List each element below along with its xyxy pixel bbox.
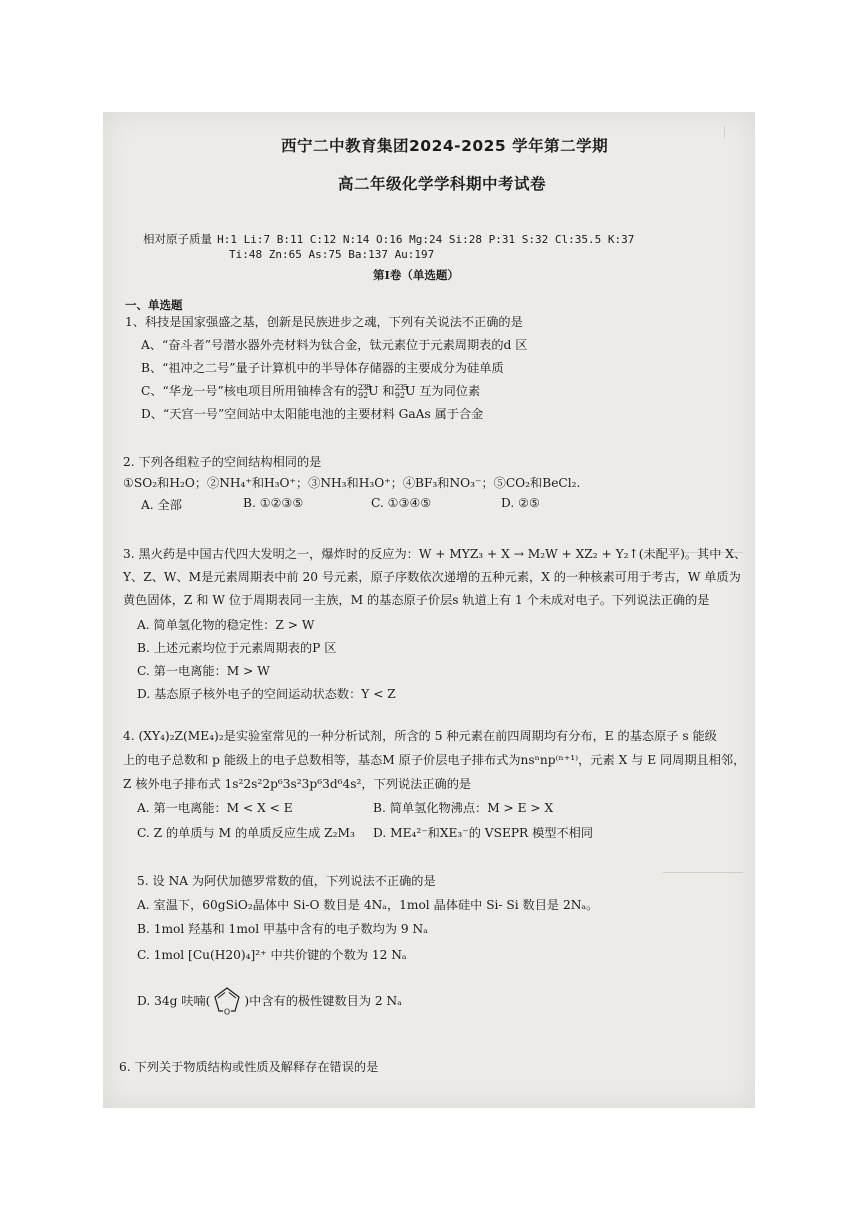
- q4-option-c: C. Z 的单质与 M 的单质反应生成 Z₂M₃: [137, 826, 355, 840]
- q2-option-b: B. ①②③⑤: [243, 496, 304, 510]
- q4-line-3: Z 核外电子排布式 1s²2s²2p⁶3s²3p⁶3d⁶4s²，下列说法正确的是: [123, 777, 472, 791]
- q2-option-d: D. ②⑤: [501, 496, 540, 510]
- q3-line-1: 3. 黑火药是中国古代四大发明之一，爆炸时的反应为：W + MYZ₃ + X → M₂W + XZ₂ + Y₂↑(未配平)。其中 X、: [123, 547, 747, 561]
- atomic-mass-label: 相对原子质量: [143, 232, 212, 246]
- q5-option-d-text-1: D. 34g 呋喃(: [137, 994, 211, 1008]
- q3-option-c: C. 第一电离能：M > W: [137, 664, 270, 678]
- q5-option-a: A. 室温下，60gSiO₂晶体中 Si-O 数目是 4Nₐ，1mol 晶体硅中 Si- Si 数目是 2Nₐ。: [137, 898, 599, 912]
- exam-paper: [103, 112, 755, 1108]
- atomic-mass-values: H:1 Li:7 B:11 C:12 N:14 O:16 Mg:24 Si:28 P:31 S:32 Cl:35.5 K:37: [217, 233, 635, 246]
- q1-option-c-text-1: C、“华龙一号”核电项目所用铀棒含有的: [141, 384, 358, 398]
- q4-line-2-text-a: 上的电子总数和 p 能级上的电子总数相等，基态M 原子价层电子排布式为: [123, 753, 521, 767]
- q4-line-1: [123, 727, 717, 744]
- q4-line-2-text-b: ，元素 X 与 E 同周期且相邻，: [578, 753, 746, 767]
- q3-line-3: 黄色固体，Z 和 W 位于周期表同一主族，M 的基态原子价层s 轨道上有 1 个未成对电子。下列说法正确的是: [123, 593, 710, 607]
- q2-items: ①SO₂和H₂O；②NH₄⁺和H₃O⁺；③NH₃和H₃O⁺；④BF₃和NO₃⁻；⑤CO₂和BeCl₂.: [123, 476, 581, 490]
- furan-ring-icon: [210, 984, 244, 1019]
- q1-stem: 1、科技是国家强盛之基，创新是民族进步之魂，下列有关说法不正确的是: [125, 315, 523, 329]
- bleed-through-line: [663, 872, 743, 873]
- svg-text:O: O: [224, 1007, 231, 1016]
- q5-option-d-text-2: )中含有的极性键数目为 2 Nₐ: [244, 994, 402, 1008]
- exam-title: 西宁二中教育集团2024-2025 学年第二学期: [281, 137, 609, 155]
- q1-option-a: A、“奋斗者”号潜水器外壳材料为钛合金，钛元素位于元素周期表的d 区: [141, 338, 528, 352]
- volume-title: 第Ⅰ卷（单选题）: [373, 268, 459, 282]
- q4-config: nsⁿnp⁽ⁿ⁺¹⁾: [520, 753, 579, 767]
- q1-option-c: C、“华龙一号”核电项目所用铀棒含有的$^{238}_{92}$U 和$^{235}_{92}$U 互为同位素: [141, 382, 481, 401]
- q4-number: 4.: [123, 729, 135, 743]
- section-heading: 一、单选题: [125, 298, 183, 312]
- q2-option-a: A. 全部: [141, 498, 182, 512]
- q5-stem: 5. 设 NA 为阿伏加德罗常数的值，下列说法不正确的是: [137, 874, 436, 888]
- q1-option-c-text-2: U 和: [368, 384, 395, 398]
- q3-option-d: D. 基态原子核外电子的空间运动状态数：Y < Z: [137, 687, 396, 701]
- q4-formula: (XY₄)₂Z(ME₄)₂: [138, 729, 224, 743]
- q3-line-2: Y、Z、W、M是元素周期表中前 20 号元素，原子序数依次递增的五种元素，X 的一种核素可用于考古，W 单质为: [123, 570, 741, 584]
- q3-option-b: B. 上述元素均位于元素周期表的P 区: [137, 641, 337, 655]
- q2-option-c: C. ①③④⑤: [371, 496, 432, 510]
- atomic-mass-line-1: [143, 228, 634, 247]
- q5-option-c: C. 1mol [Cu(H20)₄]²⁺ 中共价键的个数为 12 Nₐ: [137, 948, 407, 962]
- q6-stem: 6. 下列关于物质结构或性质及解释存在错误的是: [119, 1060, 379, 1074]
- atomic-mass-line-2: Ti:48 Zn:65 As:75 Ba:137 Au:197: [229, 248, 435, 261]
- bleed-through-text: │: [721, 126, 728, 139]
- q4-option-b: B. 简单氢化物沸点：M > E > X: [373, 801, 554, 815]
- exam-subtitle: 高二年级化学学科期中考试卷: [338, 175, 547, 193]
- q1-option-c-text-3: U 互为同位素: [405, 384, 481, 398]
- q5-option-d: [137, 984, 402, 1019]
- q3-option-a: A. 简单氢化物的稳定性：Z > W: [137, 618, 315, 632]
- q2-stem: 2. 下列各组粒子的空间结构相同的是: [123, 455, 322, 469]
- q4-option-d: D. ME₄²⁻和XE₃⁻的 VSEPR 模型不相同: [373, 826, 594, 840]
- q4-option-a: A. 第一电离能：M < X < E: [137, 801, 293, 815]
- q4-line-1-text: 是实验室常见的一种分析试剂，所含的 5 种元素在前四周期均有分布，E 的基态原子 s 能级: [223, 729, 717, 743]
- q1-option-d: D、“天宫一号”空间站中太阳能电池的主要材料 GaAs 属于合金: [141, 407, 484, 421]
- q4-line-2: [123, 751, 745, 768]
- q1-option-b: B、“祖冲之二号”量子计算机中的半导体存储器的主要成分为硅单质: [141, 361, 504, 375]
- q5-option-b: B. 1mol 羟基和 1mol 甲基中含有的电子数均为 9 Nₐ: [137, 922, 428, 936]
